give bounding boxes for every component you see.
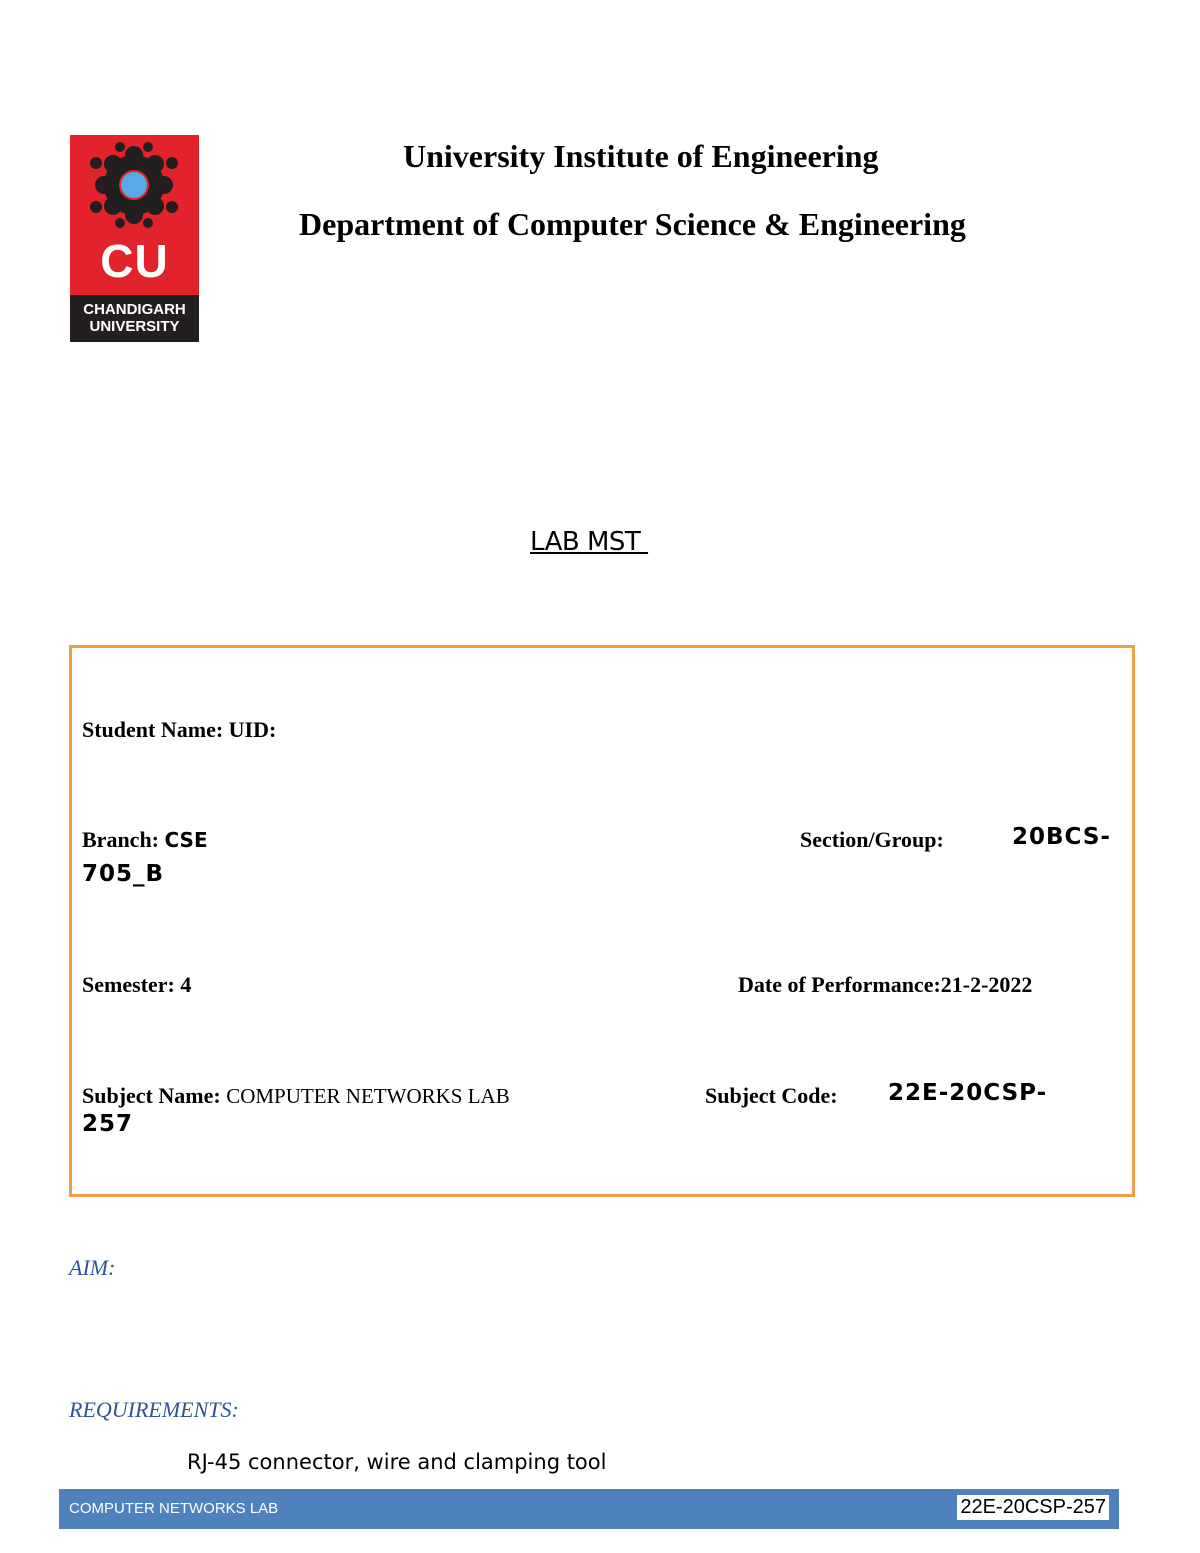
section-label: Section/Group:	[800, 827, 944, 852]
semester-label-text: Semester:	[82, 972, 175, 997]
subject-name-value: COMPUTER NETWORKS LAB	[226, 1084, 510, 1108]
aim-heading: AIM:	[69, 1255, 116, 1280]
lab-title: LAB MST	[530, 527, 649, 557]
date-value: 21-2-2022	[940, 972, 1033, 997]
subject-name-label: Subject Name:	[82, 1083, 221, 1108]
logo-red-panel	[70, 135, 199, 295]
page-footer	[59, 1489, 1119, 1529]
subject-code-part1: 22E-20CSP-	[888, 1080, 1048, 1106]
institute-heading: University Institute of Engineering	[403, 138, 879, 174]
department-heading: Department of Computer Science & Engineering	[299, 206, 966, 242]
semester-value: 4	[180, 972, 192, 997]
footer-subject: COMPUTER NETWORKS LAB	[69, 1500, 279, 1517]
subject-code-label: Subject Code:	[705, 1083, 838, 1108]
branch-value: CSE	[164, 828, 208, 852]
logo-name-panel	[70, 295, 199, 342]
subject-code-part2: 257	[82, 1111, 134, 1137]
subject-name	[82, 1083, 510, 1109]
logo-initials: CU	[100, 235, 169, 287]
footer-code: 22E-20CSP-257	[957, 1495, 1109, 1520]
requirements-text: RJ-45 connector, wire and clamping tool	[187, 1450, 607, 1474]
logo-line-1: CHANDIGARH	[83, 301, 186, 318]
logo-emblem-icon	[70, 135, 199, 240]
university-logo	[70, 135, 199, 342]
section-value-part2: 705_B	[82, 861, 165, 887]
branch-label-text: Branch:	[82, 827, 159, 852]
student-name-uid-label: Student Name: UID:	[82, 717, 277, 742]
requirements-heading: REQUIREMENTS:	[69, 1397, 239, 1422]
logo-line-2: UNIVERSITY	[89, 318, 180, 335]
section-value-part1: 20BCS-	[1012, 824, 1111, 850]
branch-label	[82, 827, 208, 853]
semester-label	[82, 972, 191, 998]
date-of-performance	[738, 972, 1032, 998]
date-label: Date of Performance:	[738, 972, 941, 997]
